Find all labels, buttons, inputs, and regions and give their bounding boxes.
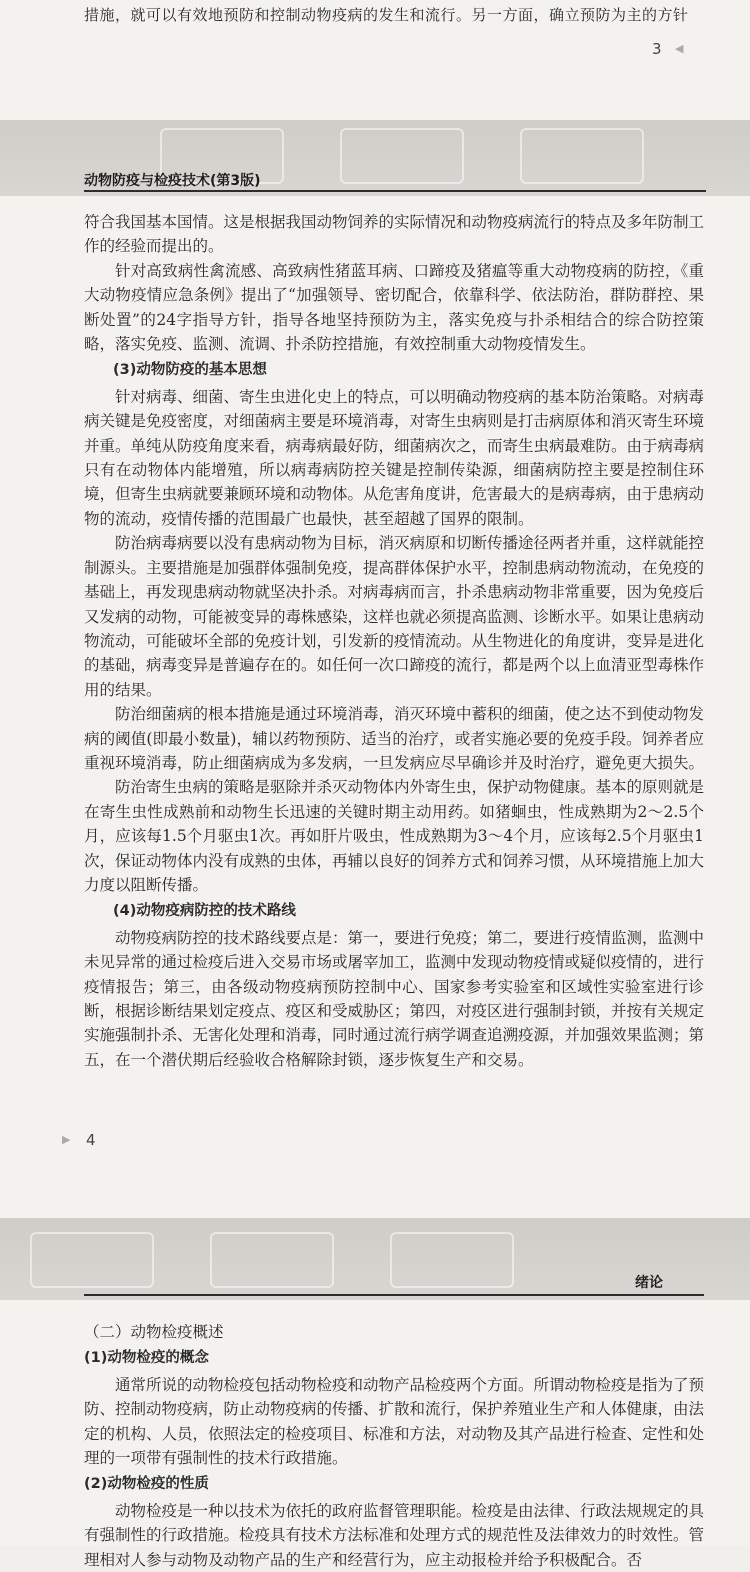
page-4 xyxy=(0,196,750,1218)
paragraph: 防治细菌病的根本措施是通过环境消毒，消灭环境中蓄积的细菌，使之达不到使动物发病的阈值(即最小数量)，辅以药物预防、适当的治疗，或者实施必要的免疫手段。饲养者应重视环境消毒，防止细菌病成为多发病，一旦发病应尽早确诊并及时治疗，避免更大损失。 xyxy=(84,705,705,772)
page-4-body xyxy=(84,210,704,1072)
page-number-4: 4 xyxy=(86,1131,96,1149)
decorative-arrow-icon xyxy=(520,128,644,184)
section-heading-3: (3)动物防疫的基本思想 xyxy=(113,362,267,379)
paragraph: 动物检疫是一种以技术为依托的政府监督管理职能。检疫是由法律、行政法规规定的具有强制性的行政措施。检疫具有技术方法标准和处理方式的规范性及法律效力的时效性。管理相对人参与动物及动物产品的生产和经营行为，应主动报检并给予积极配合。否 xyxy=(84,1501,705,1569)
book-title: 动物防疫与检疫技术(第3版) xyxy=(84,173,261,189)
running-header-chapter xyxy=(0,1218,750,1300)
paragraph: 防治病毒病要以没有患病动物为目标，消灭病原和切断传播途径两者并重，这样就能控制源头。主要措施是加强群体强制免疫，提高群体保护水平，控制患病动物流动，在免疫的基础上，再发现患病动物就坚决扑杀。对病毒病而言，扑杀患病动物非常重要，因为免疫后又发病的动物，可能被变异的毒株感染，这样也就必须提高监测、诊断水平。如果让患病动物流动，可能破坏全部的免疫计划，引发新的疫情流动。从生物进化的角度讲，变异是进化的基础，病毒变异是普遍存在的。如任何一次口蹄疫的流行，都是两个以上血清亚型毒株作用的结果。 xyxy=(84,534,705,699)
chapter-title: 绪论 xyxy=(635,1275,663,1291)
header-rule xyxy=(84,1294,704,1296)
decorative-arrow-icon xyxy=(30,1232,154,1288)
paragraph: 针对高致病性禽流感、高致病性猪蓝耳病、口蹄疫及猪瘟等重大动物疫病的防控，《重大动物疫情应急条例》提出了“加强领导、密切配合，依靠科学、依法防治，群防群控、果断处置”的24字指导方针，指导各地坚持预防为主，落实免疫与扑杀相结合的综合防控策略，落实免疫、监测、流调、扑杀防控措施，有效控制重大动物疫情发生。 xyxy=(84,261,704,354)
running-header-book xyxy=(0,120,750,196)
page-5-body xyxy=(84,1320,704,1572)
decorative-arrow-icon xyxy=(390,1232,514,1288)
paragraph: 符合我国基本国情。这是根据我国动物饲养的实际情况和动物疫病流行的特点及多年防制工作的经验而提出的。 xyxy=(84,213,705,256)
page-5 xyxy=(0,1300,750,1569)
paragraph: 动物疫病防控的技术路线要点是：第一，要进行免疫；第二，要进行疫情监测，监测中未见异常的通过检疫后进入交易市场或屠宰加工，监测中发现动物疫情或疑似疫情的，进行疫情报告；第三，由各级动物疫病预防控制中心、国家参考实验室和区域性实验室进行诊断，根据诊断结果划定疫点、疫区和受威胁区；第四，对疫区进行强制封锁，并按有关规定实施强制扑杀、无害化处理和消毒，同时通过流行病学调查追溯疫源，并加强效果监测；第五，在一个潜伏期后经验收合格解除封锁，逐步恢复生产和交易。 xyxy=(84,928,705,1069)
section-heading-2: (2)动物检疫的性质 xyxy=(84,1476,209,1493)
header-rule xyxy=(84,190,706,192)
page-3-last-line: 措施，就可以有效地预防和控制动物疫病的发生和流行。另一方面，确立预防为主的方针 xyxy=(84,6,689,24)
paragraph: 针对病毒、细菌、寄生虫进化史上的特点，可以明确动物疫病的基本防治策略。对病毒病关键是免疫密度，对细菌病主要是环境消毒，对寄生虫病则是打击病原体和消灭寄生环境并重。单纯从防疫角度来看，病毒病最好防，细菌病次之，而寄生虫病最难防。由于病毒病只有在动物体内能增殖，所以病毒病防控关键是控制传染源，细菌病防控主要是控制住环境，但寄生虫病就要兼顾环境和动物体。从危害角度讲，危害最大的是病毒病，由于患病动物的流动，疫情传播的范围最广也最快，甚至超越了国界的限制。 xyxy=(84,387,705,528)
page-arrow-icon: ▶ xyxy=(62,1133,71,1146)
page-arrow-icon: ◀ xyxy=(675,42,684,55)
paragraph: 防治寄生虫病的策略是驱除并杀灭动物体内外寄生虫，保护动物健康。基本的原则就是在寄生虫性成熟前和动物生长迅速的关键时期主动用药。如猪蛔虫，性成熟期为2～2.5个月，应该每1.5个月驱虫1次。再如肝片吸虫，性成熟期为3～4个月，应该每2.5个月驱虫1次，保证动物体内没有成熟的虫体，再辅以良好的饲养方式和饲养习惯，从环境措施上加大力度以阻断传播。 xyxy=(84,778,705,894)
page-number-3: 3 xyxy=(652,40,662,58)
paragraph: 通常所说的动物检疫包括动物检疫和动物产品检疫两个方面。所谓动物检疫是指为了预防、控制动物疫病，防止动物疫病的传播、扩散和流行，保护养殖业生产和人体健康，由法定的机构、人员，依照法定的检疫项目、标准和方法，对动物及其产品进行检查、定性和处理的一项带有强制性的技术行政措施。 xyxy=(84,1375,705,1468)
section-heading-1: (1)动物检疫的概念 xyxy=(84,1350,209,1367)
section-heading-4: (4)动物疫病防控的技术路线 xyxy=(113,903,296,920)
decorative-arrow-icon xyxy=(210,1232,334,1288)
page-3-fragment xyxy=(0,0,750,120)
decorative-arrow-icon xyxy=(340,128,464,184)
section-title: （二）动物检疫概述 xyxy=(84,1323,224,1341)
